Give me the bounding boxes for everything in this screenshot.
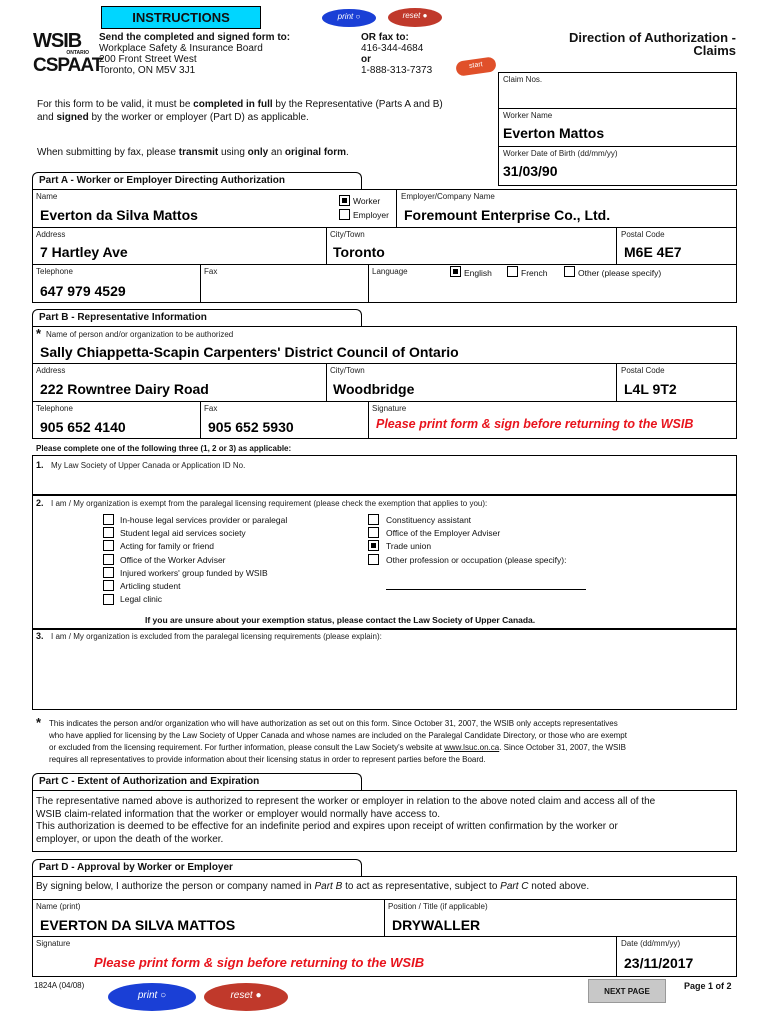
worker-checkbox[interactable] <box>339 195 350 206</box>
part-d-intro-italic: Part C <box>500 881 529 892</box>
other-language-label: Other (please specify) <box>578 268 662 278</box>
part-a-name-field[interactable]: Everton da Silva Mattos <box>40 207 198 223</box>
exemption-label-articling: Articling student <box>120 581 181 591</box>
footnote-line1: This indicates the person and/or organization who will have authorization as set out on this form. Since October 31, 2007, the WSIB only accepts representatives <box>49 719 618 728</box>
logo-top: WSIB <box>33 30 82 52</box>
other-language-checkbox[interactable] <box>564 266 575 277</box>
exemption-label-worker-adviser: Office of the Worker Adviser <box>120 555 226 565</box>
lsuc-link[interactable]: www.lsuc.on.ca <box>444 743 500 752</box>
reset-button-top[interactable] <box>388 8 442 27</box>
exemption-checkbox-other[interactable] <box>368 554 379 565</box>
part-d-name-label: Name (print) <box>36 902 81 911</box>
send-line3: Toronto, ON M5V 3J1 <box>99 65 196 76</box>
start-arrow-icon <box>455 56 497 76</box>
position-label: Position / Title (if applicable) <box>388 902 488 911</box>
claim-input[interactable] <box>503 88 731 105</box>
part-d-date-field[interactable]: 23/11/2017 <box>624 955 694 971</box>
intro-text: an <box>268 147 285 158</box>
print-label: print <box>337 12 354 21</box>
exemption-checkbox-family-friend[interactable] <box>103 540 114 551</box>
part-a-postal-label: Postal Code <box>621 230 665 239</box>
part-a-fax-label: Fax <box>204 267 218 276</box>
fax-or: or <box>361 54 371 65</box>
intro-paragraph-2 <box>37 147 349 160</box>
part-a-phone-label: Telephone <box>36 267 73 276</box>
language-label: Language <box>372 267 408 276</box>
company-field[interactable]: Foremount Enterprise Co., Ltd. <box>404 207 611 223</box>
intro-text: by the worker or employer (Part D) as applicable. <box>88 111 309 123</box>
exemption-checkbox-student-legal-aid[interactable] <box>103 527 114 538</box>
radio-dot-icon: ○ <box>355 12 361 21</box>
part-a-city-field[interactable]: Toronto <box>333 244 385 260</box>
intro-bold: only <box>247 147 269 158</box>
part-d-name-field[interactable]: EVERTON DA SILVA MATTOS <box>40 917 236 933</box>
part-b-signature-note: Please print form & sign before returning to the WSIB <box>376 417 694 431</box>
part-b-fax-field[interactable]: 905 652 5930 <box>208 419 294 435</box>
send-heading: Send the completed and signed form to: <box>99 32 291 43</box>
company-label: Employer/Company Name <box>401 192 495 201</box>
option-3-number: 3. <box>36 631 44 641</box>
footnote-line2: who have applied for licensing by the Law Society of Upper Canada and whose names are included on the Paralegal Candidate Directory, or those who are exempt <box>49 731 627 740</box>
intro-bold: transmit <box>178 147 219 158</box>
exemption-label-employer-adviser: Office of the Employer Adviser <box>386 528 501 538</box>
intro-text: For this form to be valid, it must be <box>37 99 194 110</box>
option-1-label: My Law Society of Upper Canada or Application ID No. <box>51 461 246 470</box>
instructions-button[interactable]: INSTRUCTIONS <box>101 6 261 29</box>
exemption-checkbox-in-house[interactable] <box>103 514 114 525</box>
part-b-heading: Part B - Representative Information <box>32 309 362 326</box>
part-d-heading: Part D - Approval by Worker or Employer <box>32 859 362 876</box>
option-1-number: 1. <box>36 460 44 470</box>
send-line2: 200 Front Street West <box>99 54 197 65</box>
worker-checkbox-label: Worker <box>353 196 381 206</box>
part-a-city-label: City/Town <box>330 230 365 239</box>
exemption-checkbox-legal-clinic[interactable] <box>103 594 114 605</box>
asterisk-mark: * <box>36 326 42 341</box>
intro-bold: signed <box>56 111 89 123</box>
intro-text: by the Representative (Parts A and B) <box>272 99 443 110</box>
radio-dot-icon: ● <box>422 11 428 20</box>
part-b-name-label: Name of person and/or organization to be authorized <box>46 330 234 339</box>
option-3-label: I am / My organization is excluded from the paralegal licensing requirements (please explain): <box>51 632 382 641</box>
exemption-checkbox-trade-union[interactable] <box>368 540 379 551</box>
part-d-intro-text: to act as representative, subject to <box>342 881 501 892</box>
intro-bold: completed in full <box>193 99 273 110</box>
part-b-phone-field[interactable]: 905 652 4140 <box>40 419 126 435</box>
part-b-city-label: City/Town <box>330 366 365 375</box>
part-c-line4: employer, or upon the death of the worker. <box>36 833 224 845</box>
reset-button-bottom[interactable] <box>204 983 288 1011</box>
print-button-bottom[interactable] <box>108 983 196 1011</box>
form-code: 1824A (04/08) <box>34 981 85 990</box>
employer-checkbox[interactable] <box>339 209 350 220</box>
part-c-line2: WSIB claim-related information that the worker or employer would normally have access to. <box>36 808 441 820</box>
part-c-heading: Part C - Extent of Authorization and Expiration <box>32 773 362 790</box>
intro-text: and <box>37 111 57 123</box>
part-b-name-field[interactable]: Sally Chiappetta-Scapin Carpenters' District Council of Ontario <box>40 344 459 360</box>
footnote-line3 <box>49 742 627 754</box>
french-checkbox[interactable] <box>507 266 518 277</box>
part-d-signature-label: Signature <box>36 939 71 948</box>
exemption-label-constituency: Constituency assistant <box>386 515 472 525</box>
send-address <box>99 32 290 76</box>
french-label: French <box>521 268 548 278</box>
option-2-number: 2. <box>36 498 44 508</box>
position-field[interactable]: DRYWALLER <box>392 917 481 933</box>
wsib-logo <box>33 30 103 76</box>
employer-checkbox-label: Employer <box>353 210 389 220</box>
part-a-phone-field[interactable]: 647 979 4529 <box>40 283 126 299</box>
exemption-checkbox-constituency[interactable] <box>368 514 379 525</box>
exemption-checkbox-articling[interactable] <box>103 580 114 591</box>
intro-bold: original form <box>284 147 347 158</box>
logo-mid: ONTARIO <box>66 50 89 56</box>
exemption-label-student-legal-aid: Student legal aid services society <box>120 528 246 538</box>
form-title <box>569 31 736 57</box>
part-c-text <box>36 796 655 846</box>
exemption-label-other: Other profession or occupation (please specify): <box>386 555 567 565</box>
claim-label: Claim Nos. <box>503 75 543 84</box>
intro-text: When submitting by fax, please <box>37 147 179 158</box>
part-d-intro-text: noted above. <box>528 881 590 892</box>
footnote-text-span: . Since October 31, 2007, the WSIB <box>499 743 626 752</box>
title-line1: Direction of Authorization - <box>568 30 736 45</box>
part-a-heading: Part A - Worker or Employer Directing Authorization <box>32 172 362 189</box>
fax-block <box>361 32 432 76</box>
reset-label: reset <box>402 11 421 20</box>
intro-paragraph-1 <box>37 99 443 124</box>
part-b-address-label: Address <box>36 366 66 375</box>
part-a-name-label: Name <box>36 192 58 201</box>
footnote-text-span: or excluded from the licensing requirement. For further information, please consult the Law Society's website at <box>49 743 445 752</box>
page-info: Page 1 of 2 <box>684 981 732 991</box>
part-d-date-label: Date (dd/mm/yy) <box>621 939 681 948</box>
part-d-intro-text: By signing below, I authorize the person or company named in <box>36 881 315 892</box>
dob-field[interactable]: 31/03/90 <box>503 163 558 179</box>
part-b-fax-label: Fax <box>204 404 218 413</box>
logo-bottom: CSPAAT <box>33 55 103 76</box>
choose-note: Please complete one of the following three (1, 2 or 3) as applicable: <box>36 444 292 453</box>
send-line1: Workplace Safety & Insurance Board <box>99 43 263 54</box>
part-b-postal-field[interactable]: L4L 9T2 <box>624 381 677 397</box>
print-label: print <box>137 990 158 1001</box>
part-b-city-field[interactable]: Woodbridge <box>333 381 415 397</box>
part-a-address-field[interactable]: 7 Hartley Ave <box>40 244 128 260</box>
footnote-line4: requires all representatives to provide information about their licensing status in order to represent parties before the Board. <box>49 755 486 764</box>
part-b-postal-label: Postal Code <box>621 366 665 375</box>
option-2-label: I am / My organization is exempt from the paralegal licensing requirement (please check the exemption that applies to you): <box>51 499 488 508</box>
title-line2: Claims <box>693 43 736 58</box>
reset-label: reset <box>230 990 253 1001</box>
english-label: English <box>464 268 492 278</box>
intro-text: . <box>346 147 349 158</box>
next-page-button[interactable]: NEXT PAGE <box>588 979 666 1003</box>
part-d-intro <box>36 881 589 892</box>
fax-heading: OR fax to: <box>361 32 409 43</box>
part-a-address-label: Address <box>36 230 66 239</box>
exemption-label-legal-clinic: Legal clinic <box>120 594 163 604</box>
exemption-checkbox-employer-adviser[interactable] <box>368 527 379 538</box>
footnote-text <box>49 718 627 766</box>
exemption-label-injured-workers: Injured workers' group funded by WSIB <box>120 568 268 578</box>
exemption-label-family-friend: Acting for family or friend <box>120 541 215 551</box>
part-c-line3: This authorization is deemed to be effective for an indefinite period and expires upon receipt of written confirmation by the worker or <box>36 821 618 832</box>
part-b-phone-label: Telephone <box>36 404 73 413</box>
unsure-note: If you are unsure about your exemption status, please contact the Law Society of Upper Canada. <box>145 615 536 625</box>
part-d-signature-note: Please print form & sign before returning to the WSIB <box>94 955 425 970</box>
print-button-top[interactable] <box>322 9 376 27</box>
other-specify-line[interactable] <box>386 589 586 590</box>
dob-label: Worker Date of Birth (dd/mm/yy) <box>503 149 618 158</box>
fax-line1: 416-344-4684 <box>361 43 424 54</box>
radio-dot-icon: ● <box>255 990 262 1001</box>
worker-name-label: Worker Name <box>503 111 553 120</box>
footnote-star: * <box>36 715 42 730</box>
radio-dot-icon: ○ <box>160 990 167 1001</box>
part-a-postal-field[interactable]: M6E 4E7 <box>624 244 682 260</box>
part-b-signature-label: Signature <box>372 404 407 413</box>
part-b-address-field[interactable]: 222 Rowntree Dairy Road <box>40 381 209 397</box>
intro-text: using <box>218 147 248 158</box>
start-label: start <box>468 61 484 70</box>
exemption-checkbox-injured-workers[interactable] <box>103 567 114 578</box>
exemption-label-trade-union: Trade union <box>386 541 432 551</box>
option-3-box <box>32 629 737 710</box>
part-d-intro-italic: Part B <box>314 881 343 892</box>
english-checkbox[interactable] <box>450 266 461 277</box>
fax-line2: 1-888-313-7373 <box>361 65 433 76</box>
worker-name-field[interactable]: Everton Mattos <box>503 125 605 141</box>
exemption-checkbox-worker-adviser[interactable] <box>103 554 114 565</box>
exemption-label-in-house: In-house legal services provider or paralegal <box>120 515 288 525</box>
part-c-line1: The representative named above is authorized to represent the worker or employer in relation to the above noted claim and access all of the <box>36 796 656 807</box>
